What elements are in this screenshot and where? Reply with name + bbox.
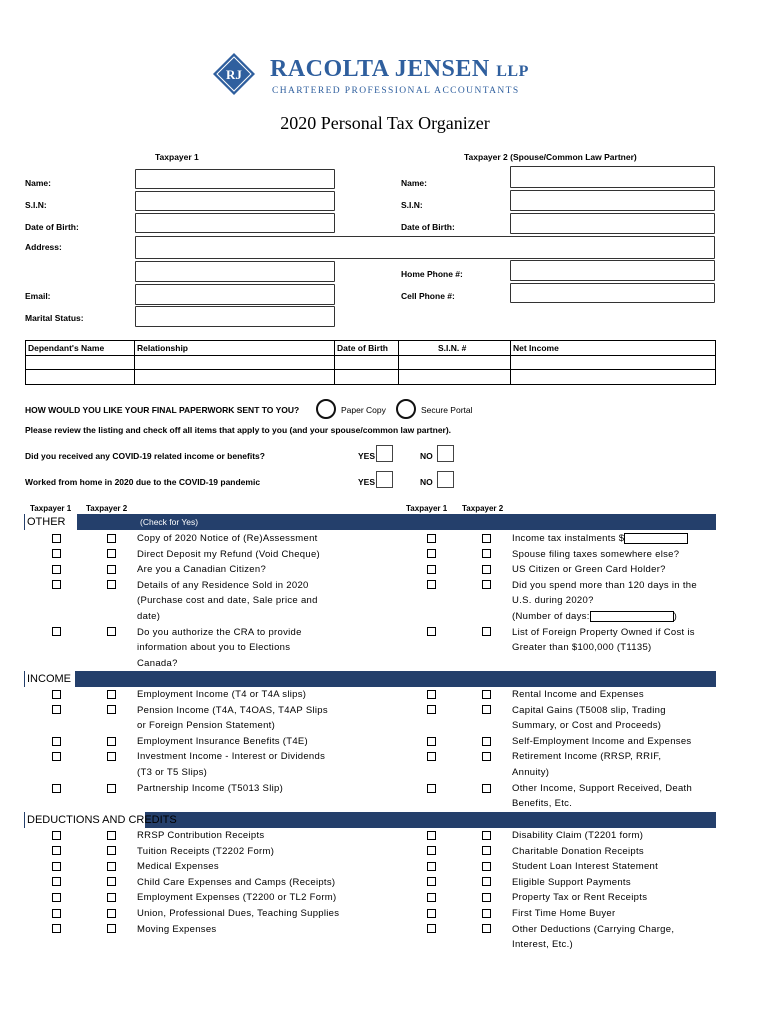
deduction-checkbox[interactable] (107, 909, 116, 918)
deduction-checkbox[interactable] (107, 877, 116, 886)
income-checkbox[interactable] (427, 737, 436, 746)
tp2-sin-label: S.I.N: (401, 200, 423, 210)
address-field-line1[interactable] (135, 236, 715, 259)
email-label: Email: (25, 291, 51, 301)
income-checkbox[interactable] (52, 752, 61, 761)
cell-phone-label: Cell Phone #: (401, 291, 455, 301)
check-for-yes-label: (Check for Yes) (140, 517, 199, 527)
covid-q1-yes-label: YES (358, 451, 376, 461)
dependants-col-divider (510, 340, 511, 385)
address-field-line2[interactable] (135, 261, 335, 282)
other-checkbox[interactable] (427, 534, 436, 543)
deductions-right-list: Disability Claim (T2201 form) Charitable Donation Receipts Student Loan Interest Statement Eligible Support Payments Property Tax or Rent Receipts First Time Home Buyer Other Deductions (Carrying Charge, Interest, Etc.) (512, 830, 675, 951)
email-field[interactable] (135, 284, 335, 305)
other-checkbox[interactable] (107, 565, 116, 574)
deduction-checkbox[interactable] (482, 862, 491, 871)
deduction-checkbox[interactable] (52, 877, 61, 886)
deduction-checkbox[interactable] (107, 846, 116, 855)
other-checkbox[interactable] (52, 580, 61, 589)
deduction-checkbox[interactable] (52, 831, 61, 840)
paper-copy-radio[interactable] (316, 399, 336, 419)
other-checkbox[interactable] (427, 565, 436, 574)
income-checkbox[interactable] (107, 784, 116, 793)
income-checkbox[interactable] (107, 752, 116, 761)
other-section-bar (24, 514, 716, 530)
covid-q2-no-label: NO (420, 477, 433, 487)
tp2-dob-field[interactable] (510, 213, 715, 234)
income-checkbox[interactable] (482, 690, 491, 699)
tp2-name-label: Name: (401, 178, 427, 188)
other-checkbox[interactable] (107, 580, 116, 589)
other-checkbox[interactable] (107, 627, 116, 636)
marital-status-label: Marital Status: (25, 313, 84, 323)
home-phone-field[interactable] (510, 260, 715, 281)
covid-q2-yes-label: YES (358, 477, 376, 487)
other-checkbox[interactable] (427, 580, 436, 589)
col-header-tp1-left: Taxpayer 1 (30, 504, 72, 513)
deduction-checkbox[interactable] (107, 924, 116, 933)
taxpayer1-heading: Taxpayer 1 (155, 152, 199, 162)
firm-subtitle: CHARTERED PROFESSIONAL ACCOUNTANTS (272, 86, 520, 96)
deduction-checkbox[interactable] (427, 846, 436, 855)
deduction-checkbox[interactable] (427, 862, 436, 871)
dependants-col-divider (334, 340, 335, 385)
other-section-title: OTHER (25, 514, 77, 530)
col-header-tp1-right: Taxpayer 1 (406, 504, 448, 513)
home-phone-label: Home Phone #: (401, 269, 463, 279)
dependants-col-relationship: Relationship (137, 343, 189, 353)
other-checkbox[interactable] (482, 534, 491, 543)
logo-monogram: RJ (226, 67, 242, 82)
covid-q1-yes-checkbox[interactable] (376, 445, 393, 462)
other-checkbox[interactable] (52, 549, 61, 558)
tp1-dob-field[interactable] (135, 213, 335, 233)
income-checkbox[interactable] (427, 784, 436, 793)
income-checkbox[interactable] (52, 737, 61, 746)
deductions-section-title: DEDUCTIONS AND CREDITS (27, 814, 177, 826)
income-checkbox[interactable] (52, 690, 61, 699)
tp1-name-label: Name: (25, 178, 51, 188)
income-left-list: Employment Income (T4 or T4A slips) Pension Income (T4A, T4OAS, T4AP Slips or Foreign Pension Statement) Employment Insurance Benefits (T4E) Investment Income - Interest or Dividends (T3 or T5 Slips) Partnership Income (T5013 Slip) (137, 689, 328, 794)
col-header-tp2-left: Taxpayer 2 (86, 504, 128, 513)
income-checkbox[interactable] (427, 705, 436, 714)
tp2-name-field[interactable] (510, 166, 715, 188)
income-checkbox[interactable] (482, 737, 491, 746)
address-label: Address: (25, 242, 62, 252)
firm-suffix: LLP (496, 63, 529, 80)
deduction-checkbox[interactable] (107, 893, 116, 902)
dependants-col-sin: S.I.N. # (438, 343, 467, 353)
page-title: 2020 Personal Tax Organizer (280, 113, 490, 133)
other-checkbox[interactable] (107, 534, 116, 543)
income-section-title: INCOME (25, 671, 75, 687)
other-checkbox[interactable] (427, 627, 436, 636)
income-checkbox[interactable] (482, 784, 491, 793)
marital-status-field[interactable] (135, 306, 335, 327)
cell-phone-field[interactable] (510, 283, 715, 303)
dependants-row-divider (25, 369, 716, 370)
other-checkbox[interactable] (482, 549, 491, 558)
income-checkbox[interactable] (427, 752, 436, 761)
other-left-list: Copy of 2020 Notice of (Re)Assessment Direct Deposit my Refund (Void Cheque) Are you a Canadian Citizen? Details of any Residence Sold in 2020 (Purchase cost and date, Sale price and date) Do you authorize the CRA to provide information about you to Elections Canada? (137, 533, 321, 669)
dependants-col-dob: Date of Birth (337, 343, 388, 353)
deduction-checkbox[interactable] (427, 893, 436, 902)
dependants-col-divider (398, 340, 399, 385)
income-checkbox[interactable] (107, 737, 116, 746)
deduction-checkbox[interactable] (482, 877, 491, 886)
income-checkbox[interactable] (107, 690, 116, 699)
dependants-row-divider (25, 355, 716, 356)
instalments-amount-field[interactable] (624, 533, 688, 544)
delivery-question: HOW WOULD YOU LIKE YOUR FINAL PAPERWORK SENT TO YOU? (25, 405, 300, 415)
covid-q2: Worked from home in 2020 due to the COVID-19 pandemic (25, 477, 261, 487)
tp1-sin-label: S.I.N: (25, 200, 47, 210)
instructions-text: Please review the listing and check off all items that apply to you (and your spouse/common law partner). (25, 425, 452, 435)
taxpayer2-heading: Taxpayer 2 (Spouse/Common Law Partner) (464, 152, 637, 162)
us-days-field[interactable] (590, 611, 674, 622)
income-checkbox[interactable] (482, 752, 491, 761)
tp1-sin-field[interactable] (135, 191, 335, 211)
deduction-checkbox[interactable] (107, 831, 116, 840)
income-section-bar (24, 671, 716, 687)
deductions-left-list: RRSP Contribution Receipts Tuition Receipts (T2202 Form) Medical Expenses Child Care Expenses and Camps (Receipts) Employment Expenses (T2200 or TL2 Form) Union, Professional Dues, Teaching Supplies Moving Expenses (137, 830, 340, 935)
other-checkbox[interactable] (482, 565, 491, 574)
tp1-dob-label: Date of Birth: (25, 222, 79, 232)
deduction-checkbox[interactable] (482, 924, 491, 933)
income-checkbox[interactable] (427, 690, 436, 699)
deduction-checkbox[interactable] (52, 846, 61, 855)
deduction-checkbox[interactable] (482, 846, 491, 855)
covid-q1: Did you received any COVID-19 related income or benefits? (25, 451, 265, 461)
other-checkbox[interactable] (482, 580, 491, 589)
col-header-tp2-right: Taxpayer 2 (462, 504, 504, 513)
dependants-col-name: Dependant's Name (28, 343, 105, 353)
income-right-list: Rental Income and Expenses Capital Gains (T5008 slip, Trading Summary, or Cost and Proceeds) Self-Employment Income and Expenses Retirement Income (RRSP, RRIF, Annuity) Other Income, Support Received, Death Benefits, Etc. (512, 689, 693, 810)
deduction-checkbox[interactable] (427, 831, 436, 840)
deduction-checkbox[interactable] (427, 909, 436, 918)
firm-name: RACOLTA JENSEN LLP (270, 56, 529, 82)
income-checkbox[interactable] (107, 705, 116, 714)
other-checkbox[interactable] (482, 627, 491, 636)
deduction-checkbox[interactable] (52, 909, 61, 918)
other-right-list: Income tax instalments $ Spouse filing taxes somewhere else? US Citizen or Green Card Holder? Did you spend more than 120 days in the U.S. during 2020? (Number of days: ) List of Foreign Property Owned if Cost is Greater than $100,000 (T1135) (512, 533, 697, 654)
other-checkbox[interactable] (52, 627, 61, 636)
other-checkbox[interactable] (107, 549, 116, 558)
deduction-checkbox[interactable] (52, 893, 61, 902)
covid-q2-yes-checkbox[interactable] (376, 471, 393, 488)
income-checkbox[interactable] (52, 784, 61, 793)
other-checkbox[interactable] (427, 549, 436, 558)
deduction-checkbox[interactable] (427, 924, 436, 933)
tp2-sin-field[interactable] (510, 190, 715, 211)
tp2-dob-label: Date of Birth: (401, 222, 455, 232)
dependants-col-divider (134, 340, 135, 385)
other-checkbox[interactable] (52, 534, 61, 543)
firm-logo-diamond (212, 52, 256, 96)
other-checkbox[interactable] (52, 565, 61, 574)
secure-portal-label: Secure Portal (421, 405, 473, 415)
deduction-checkbox[interactable] (482, 893, 491, 902)
secure-portal-radio[interactable] (396, 399, 416, 419)
income-checkbox[interactable] (482, 705, 491, 714)
income-checkbox[interactable] (52, 705, 61, 714)
covid-q1-no-checkbox[interactable] (437, 445, 454, 462)
deduction-checkbox[interactable] (107, 862, 116, 871)
deduction-checkbox[interactable] (482, 831, 491, 840)
paper-copy-label: Paper Copy (341, 405, 386, 415)
dependants-col-net-income: Net Income (513, 343, 559, 353)
deduction-checkbox[interactable] (52, 924, 61, 933)
covid-q2-no-checkbox[interactable] (437, 471, 454, 488)
deduction-checkbox[interactable] (52, 862, 61, 871)
deduction-checkbox[interactable] (482, 909, 491, 918)
tp1-name-field[interactable] (135, 169, 335, 189)
deduction-checkbox[interactable] (427, 877, 436, 886)
covid-q1-no-label: NO (420, 451, 433, 461)
